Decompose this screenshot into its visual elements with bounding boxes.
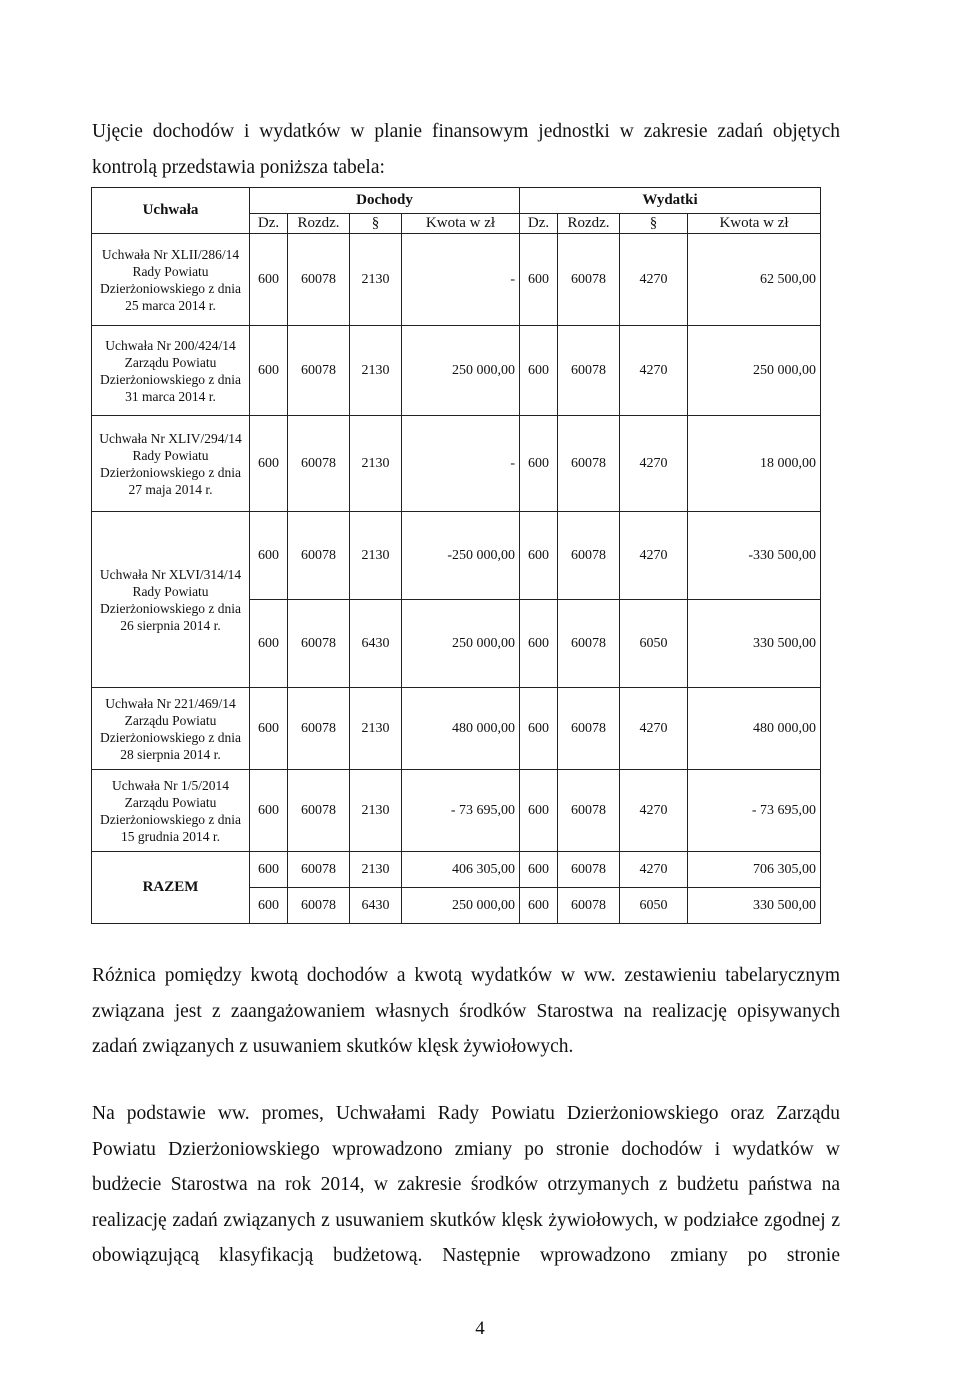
cell: 6050	[620, 888, 688, 924]
cell: 600	[250, 888, 288, 924]
header-uchwala: Uchwała	[92, 188, 250, 234]
cell: 60078	[558, 600, 620, 688]
table-row	[92, 416, 821, 512]
cell: 250 000,00	[402, 326, 520, 416]
header-d-rozdz: Rozdz.	[288, 214, 350, 234]
header-w-dz: Dz.	[520, 214, 558, 234]
cell: 2130	[350, 326, 402, 416]
cell: 600	[520, 852, 558, 888]
cell: 250 000,00	[402, 600, 520, 688]
cell: 2130	[350, 852, 402, 888]
cell: 600	[250, 600, 288, 688]
cell: 60078	[558, 852, 620, 888]
cell: 330 500,00	[688, 600, 821, 688]
cell: 4270	[620, 512, 688, 600]
cell: 600	[250, 852, 288, 888]
total-row	[92, 852, 821, 888]
cell: -330 500,00	[688, 512, 821, 600]
cell: 600	[520, 600, 558, 688]
header-dochody: Dochody	[250, 188, 520, 214]
table-row	[92, 512, 821, 600]
cell: 600	[250, 234, 288, 326]
cell: 480 000,00	[402, 688, 520, 770]
cell: -	[402, 234, 520, 326]
cell: 600	[520, 416, 558, 512]
cell: 60078	[558, 416, 620, 512]
cell: 600	[520, 688, 558, 770]
cell: 2130	[350, 512, 402, 600]
uchwala-cell: Uchwała Nr XLVI/314/14 Rady Powiatu Dzierżoniowskiego z dnia 26 sierpnia 2014 r.	[92, 512, 250, 688]
cell: 4270	[620, 770, 688, 852]
table-row	[92, 770, 821, 852]
cell: 18 000,00	[688, 416, 821, 512]
cell: 4270	[620, 688, 688, 770]
cell: 60078	[558, 326, 620, 416]
cell: 600	[250, 416, 288, 512]
cell: 600	[520, 888, 558, 924]
cell: 60078	[558, 512, 620, 600]
header-w-kwota: Kwota w zł	[688, 214, 821, 234]
cell: 600	[250, 512, 288, 600]
header-d-dz: Dz.	[250, 214, 288, 234]
uchwala-cell: Uchwała Nr 1/5/2014 Zarządu Powiatu Dzierżoniowskiego z dnia 15 grudnia 2014 r.	[92, 770, 250, 852]
paragraph-difference	[92, 958, 840, 1065]
intro-text: Ujęcie dochodów i wydatków w planie finansowym jednostki w zakresie zadań objętych kontrolą przedstawia poniższa tabela:	[92, 121, 840, 178]
cell: 6430	[350, 600, 402, 688]
header-w-par: §	[620, 214, 688, 234]
uchwala-cell: Uchwała Nr XLIV/294/14 Rady Powiatu Dzierżoniowskiego z dnia 27 maja 2014 r.	[92, 416, 250, 512]
cell: 60078	[288, 770, 350, 852]
cell: 2130	[350, 770, 402, 852]
cell: 480 000,00	[688, 688, 821, 770]
cell: 60078	[288, 888, 350, 924]
cell: 4270	[620, 416, 688, 512]
cell: 706 305,00	[688, 852, 821, 888]
cell: 60078	[288, 234, 350, 326]
cell: 60078	[558, 688, 620, 770]
uchwala-cell: Uchwała Nr 221/469/14 Zarządu Powiatu Dzierżoniowskiego z dnia 28 sierpnia 2014 r.	[92, 688, 250, 770]
header-d-par: §	[350, 214, 402, 234]
cell: 250 000,00	[402, 888, 520, 924]
cell: 330 500,00	[688, 888, 821, 924]
cell: 60078	[288, 326, 350, 416]
cell: 600	[250, 770, 288, 852]
table-row	[92, 326, 821, 416]
intro-paragraph	[92, 114, 840, 185]
header-row-1	[92, 188, 821, 214]
table-row	[92, 234, 821, 326]
cell: 2130	[350, 416, 402, 512]
cell: 2130	[350, 688, 402, 770]
uchwala-cell: Uchwała Nr XLII/286/14 Rady Powiatu Dzierżoniowskiego z dnia 25 marca 2014 r.	[92, 234, 250, 326]
cell: 600	[520, 512, 558, 600]
cell: 600	[520, 770, 558, 852]
cell: 60078	[288, 852, 350, 888]
cell: 4270	[620, 234, 688, 326]
cell: 60078	[288, 688, 350, 770]
header-d-kwota: Kwota w zł	[402, 214, 520, 234]
total-label: RAZEM	[92, 852, 250, 924]
cell: 4270	[620, 326, 688, 416]
cell: 60078	[558, 234, 620, 326]
page-number: 4	[475, 1318, 485, 1339]
cell: 62 500,00	[688, 234, 821, 326]
cell: 60078	[288, 512, 350, 600]
cell: -	[402, 416, 520, 512]
header-w-rozdz: Rozdz.	[558, 214, 620, 234]
cell: 600	[250, 326, 288, 416]
cell: 2130	[350, 234, 402, 326]
cell: -250 000,00	[402, 512, 520, 600]
cell: 6430	[350, 888, 402, 924]
paragraph-promises-text: Na podstawie ww. promes, Uchwałami Rady Powiatu Dzierżoniowskiego oraz Zarządu Powiatu Dzierżoniowskiego wprowadzono zmiany po stronie dochodów i wydatków w budżecie Starostwa na rok 2014, w zakresie środków otrzymanych z budżetu państwa na realizację zadań związanych z usuwaniem skutków klęsk żywiołowych, w podziałce zgodnej z obowiązującą klasyfikacją budżetową. Następnie wprowadzono zmiany po stronie	[92, 1103, 840, 1266]
cell: 60078	[288, 600, 350, 688]
cell: 60078	[288, 416, 350, 512]
paragraph-difference-text: Różnica pomiędzy kwotą dochodów a kwotą wydatków w ww. zestawieniu tabelarycznym związana jest z zaangażowaniem własnych środków Starostwa na realizację opisywanych zadań związanych z usuwaniem skutków klęsk żywiołowych.	[92, 965, 840, 1057]
uchwala-cell: Uchwała Nr 200/424/14 Zarządu Powiatu Dzierżoniowskiego z dnia 31 marca 2014 r.	[92, 326, 250, 416]
paragraph-promises	[92, 1096, 840, 1274]
cell: - 73 695,00	[688, 770, 821, 852]
cell: 250 000,00	[688, 326, 821, 416]
cell: 600	[250, 688, 288, 770]
cell: 4270	[620, 852, 688, 888]
cell: 600	[520, 326, 558, 416]
cell: - 73 695,00	[402, 770, 520, 852]
header-wydatki: Wydatki	[520, 188, 821, 214]
table-row	[92, 688, 821, 770]
cell: 6050	[620, 600, 688, 688]
cell: 60078	[558, 888, 620, 924]
cell: 60078	[558, 770, 620, 852]
cell: 406 305,00	[402, 852, 520, 888]
finance-table	[91, 187, 821, 924]
cell: 600	[520, 234, 558, 326]
